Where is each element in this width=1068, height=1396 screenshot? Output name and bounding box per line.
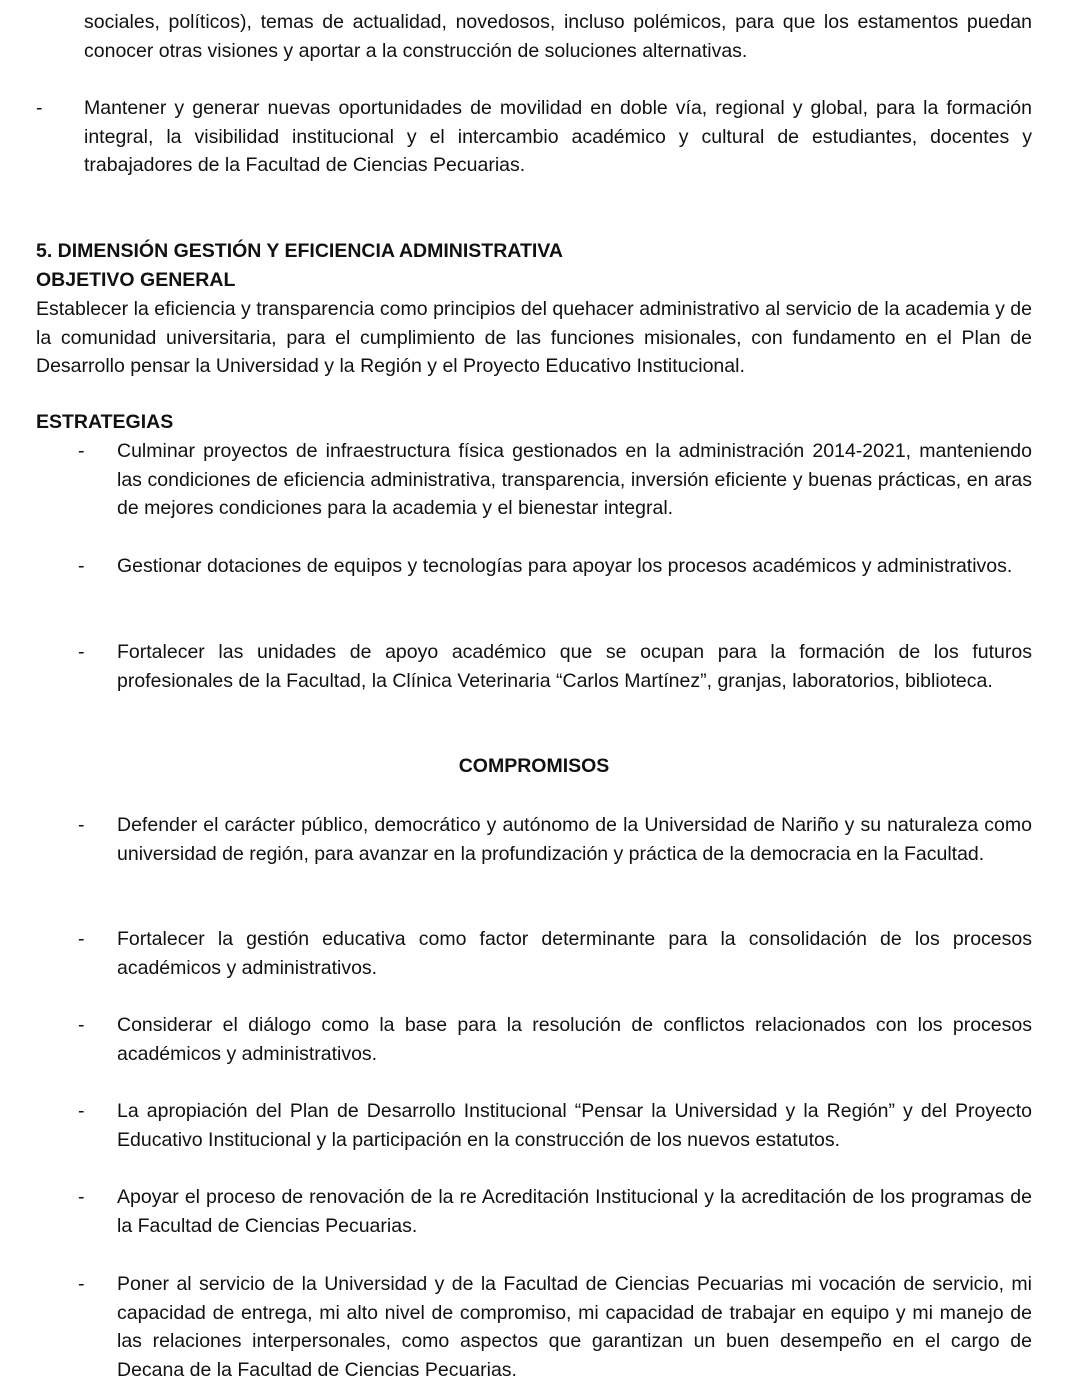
strategy-text: Gestionar dotaciones de equipos y tecnologías para apoyar los procesos académicos y administrativos. <box>117 555 1013 577</box>
strategies-heading: ESTRATEGIAS <box>36 411 174 433</box>
strategy-text: Culminar proyectos de infraestructura física gestionados en la administración 2014-2021, manteniendo las condiciones de eficiencia administrativa, transparencia, inversión eficiente y buenas prácticas, en aras de mejores condiciones para la academia y el bienestar integral. <box>117 440 1032 519</box>
bullet-dash: - <box>78 928 85 950</box>
commitment-text: Apoyar el proceso de renovación de la re Acreditación Institucional y la acreditación de los programas de la Facultad de Ciencias Pecuarias. <box>117 1186 1032 1237</box>
commitment-text: Considerar el diálogo como la base para la resolución de conflictos relacionados con los procesos académicos y administrativos. <box>117 1014 1032 1065</box>
bullet-dash: - <box>36 97 43 119</box>
bullet-dash: - <box>78 1014 85 1036</box>
commitment-text: La apropiación del Plan de Desarrollo Institucional “Pensar la Universidad y la Región” y del Proyecto Educativo Institucional y la participación en la construcción de los nuevos estatutos. <box>117 1100 1032 1151</box>
commitments-heading: COMPROMISOS <box>458 755 610 777</box>
section-title: 5. DIMENSIÓN GESTIÓN Y EFICIENCIA ADMINISTRATIVA <box>36 240 563 262</box>
continuation-paragraph: sociales, políticos), temas de actualidad, novedosos, incluso polémicos, para que los estamentos puedan conocer otras visiones y aportar a la construcción de soluciones alternativas. <box>84 11 1032 62</box>
bullet-dash: - <box>78 1273 85 1295</box>
commitment-text: Defender el carácter público, democrático y autónomo de la Universidad de Nariño y su naturaleza como universidad de región, para avanzar en la profundización y práctica de la democracia en la Facultad. <box>117 814 1032 865</box>
bullet-dash: - <box>78 1100 85 1122</box>
strategy-text: Fortalecer las unidades de apoyo académico que se ocupan para la formación de los futuros profesionales de la Facultad, la Clínica Veterinaria “Carlos Martínez”, granjas, laboratorios, biblioteca. <box>117 641 1032 692</box>
bullet-dash: - <box>78 641 85 663</box>
commitment-text: Poner al servicio de la Universidad y de la Facultad de Ciencias Pecuarias mi vocación de servicio, mi capacidad de entrega, mi alto nivel de compromiso, mi capacidad de trabajar en equipo y mi manejo de las relaciones interpersonales, como aspectos que garantizan un buen desempeño en el cargo de Decana de la Facultad de Ciencias Pecuarias. <box>117 1273 1032 1381</box>
objective-heading: OBJETIVO GENERAL <box>36 269 236 291</box>
bullet-dash: - <box>78 1186 85 1208</box>
objective-paragraph: Establecer la eficiencia y transparencia como principios del quehacer administrativo al servicio de la academia y de la comunidad universitaria, para el cumplimiento de las funciones misionales, con fundamento en el Plan de Desarrollo pensar la Universidad y la Región y el Proyecto Educativo Institucional. <box>36 298 1032 377</box>
bullet-dash: - <box>78 440 85 462</box>
list-item-text: Mantener y generar nuevas oportunidades de movilidad en doble vía, regional y global, para la formación integral, la visibilidad institucional y el intercambio académico y cultural de estudiantes, docentes y trabajadores de la Facultad de Ciencias Pecuarias. <box>84 97 1032 176</box>
commitment-text: Fortalecer la gestión educativa como factor determinante para la consolidación de los procesos académicos y administrativos. <box>117 928 1032 979</box>
bullet-dash: - <box>78 814 85 836</box>
bullet-dash: - <box>78 555 85 577</box>
